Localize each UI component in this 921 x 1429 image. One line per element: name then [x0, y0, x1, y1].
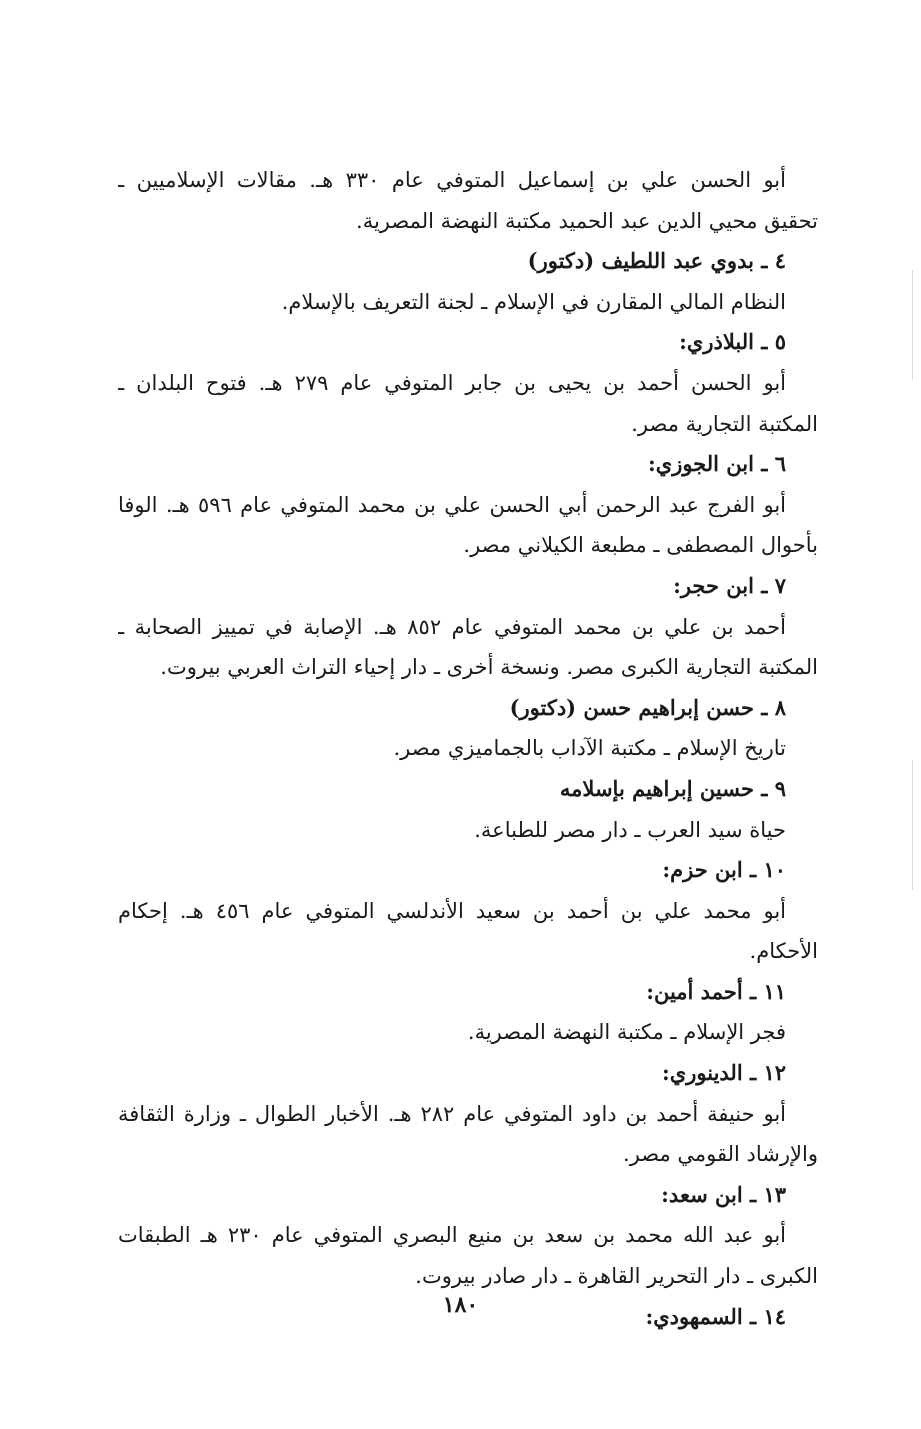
entry-heading: ٨ ـ حسن إبراهيم حسن (دكتور) — [509, 694, 786, 720]
entry-heading: ٦ ـ ابن الجوزي: — [648, 451, 786, 477]
entry-text-line: المكتبة التجارية مصر. — [631, 411, 818, 436]
entry-heading: ١٠ ـ ابن حزم: — [662, 857, 786, 883]
entry-text-line: أبو حنيفة أحمد بن داود المتوفي عام ٢٨٢ هـ. الأخبار الطوال ـ وزارة الثقافة — [118, 1101, 787, 1126]
entry-heading: ١٤ ـ السمهودي: — [645, 1303, 786, 1329]
entry-text-line: فجر الإسلام ـ مكتبة النهضة المصرية. — [467, 1020, 786, 1045]
entry-heading: ٩ ـ حسين إبراهيم بإسلامه — [559, 775, 786, 801]
entry-text-line: تحقيق محيي الدين عبد الحميد مكتبة النهضة المصرية. — [356, 208, 818, 233]
entry-heading: ١٣ ـ ابن سعد: — [661, 1181, 786, 1207]
scan-edge-mark — [912, 760, 913, 890]
bibliography-body — [118, 160, 818, 1337]
entry-text-line: أحمد بن علي بن محمد المتوفي عام ٨٥٢ هـ. الإصابة في تمييز الصحابة ـ — [118, 614, 786, 639]
entry-heading: ٤ ـ بدوي عبد اللطيف (دكتور) — [527, 248, 786, 274]
entry-text-line: المكتبة التجارية الكبرى مصر. ونسخة أخرى ـ دار إحياء التراث العربي بيروت. — [160, 655, 818, 680]
entry-heading: ١٢ ـ الدينوري: — [662, 1060, 786, 1086]
entry-text-line: تاريخ الإسلام ـ مكتبة الآداب بالجماميزي مصر. — [393, 736, 786, 761]
entry-text-line: أبو عبد الله محمد بن سعد بن منيع البصري المتوفي عام ٢٣٠ هـ الطبقات — [118, 1223, 786, 1248]
entry-text-line: والإرشاد القومي مصر. — [623, 1142, 818, 1167]
entry-text-line: الأحكام. — [749, 939, 818, 964]
entry-text-line: أبو الفرج عبد الرحمن أبي الحسن علي بن محمد المتوفي عام ٥٩٦ هـ. الوفا — [118, 492, 787, 517]
entry-text-line: أبو الحسن أحمد بن يحيى بن جابر المتوفي عام ٢٧٩ هـ. فتوح البلدان ـ — [118, 370, 786, 395]
entry-heading: ٥ ـ البلاذري: — [679, 329, 786, 355]
entry-text-line: أبو الحسن علي بن إسماعيل المتوفي عام ٣٣٠ هـ. مقالات الإسلاميين ـ — [118, 168, 786, 192]
entry-text-line: حياة سيد العرب ـ دار مصر للطباعة. — [474, 817, 786, 842]
entry-text-line: الكبرى ـ دار التحرير القاهرة ـ دار صادر بيروت. — [415, 1264, 818, 1289]
scan-edge-mark — [912, 270, 913, 380]
entry-heading: ٧ ـ ابن حجر: — [673, 572, 786, 598]
entry-text-line: النظام المالي المقارن في الإسلام ـ لجنة التعريف بالإسلام. — [281, 289, 786, 314]
entry-text-line: بأحوال المصطفى ـ مطبعة الكيلاني مصر. — [463, 533, 818, 558]
entry-heading: ١١ ـ أحمد أمين: — [646, 978, 786, 1004]
page-number: ١٨٠ — [442, 1292, 479, 1318]
entry-text-line: أبو محمد علي بن أحمد بن سعيد الأندلسي المتوفي عام ٤٥٦ هـ. إحكام — [118, 898, 786, 923]
